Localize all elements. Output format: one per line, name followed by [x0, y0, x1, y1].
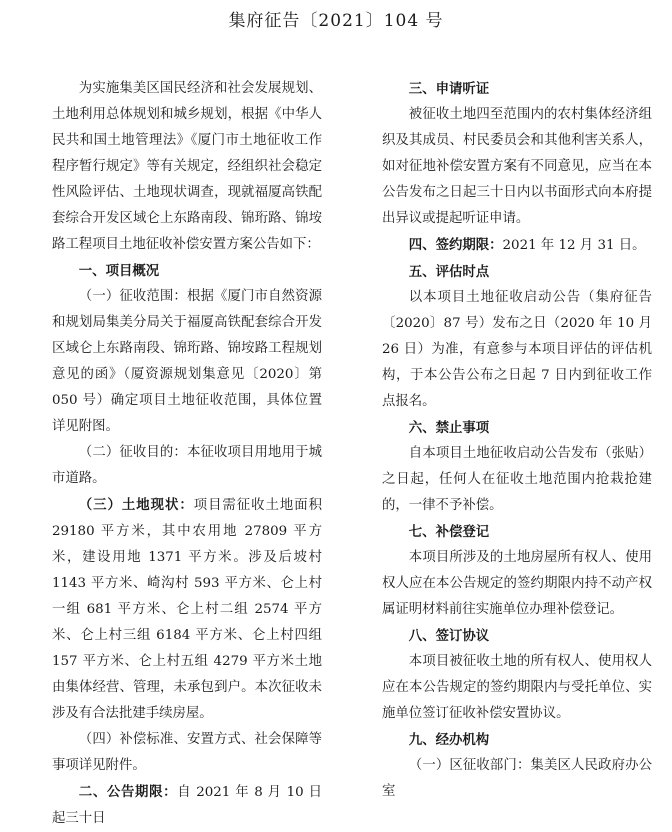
prohibition-paragraph: 自本项目土地征收启动公告发布（张贴）之日起，任何人在征收土地范围内抢栽抢建的，一律不予补偿。: [382, 446, 652, 513]
document-number: 集府征告〔2021〕104 号: [228, 11, 444, 31]
land-status-text: 项目需征收土地面积 29180 平方米，其中农用地 27809 平方米，建设用地 1371 平方米。涉及后坡村 1143 平方米、崎沟村 593 平方米、仑上村一组 681 平方米、仑上村二组 2574 平方米、仑上村三组 6184 平方米、仑上村四组 157 平方米、仑上村五组 4279 平方米土地由集体经营、管理，未承包到户。本次征收未涉及有合法批建手续房屋。: [52, 498, 322, 721]
notice-period-paragraph: [52, 779, 322, 832]
signing-deadline-paragraph: [382, 232, 652, 259]
signing-deadline-label: 四、签约期限：: [408, 237, 503, 253]
intro-paragraph: 为实施集美区国民经济和社会发展规划、土地利用总体规划和城乡规划，根据《中华人民共和国土地管理法》《厦门市土地征收工作程序暂行规定》等有关规定，经组织社会稳定性风险评估、土地现状调查，现就福厦高铁配套综合开发区域仑上东路南段、锦珩路、锦垵路工程项目土地征收补偿安置方案公告如下：: [52, 81, 322, 252]
agency-paragraph: （一）区征收部门：集美区人民政府办公室: [382, 758, 652, 799]
section-3-title: 三、申请听证: [408, 81, 490, 97]
scope-paragraph: （一）征收范围：根据《厦门市自然资源和规划局集美分局关于福厦高铁配套综合开发区域仑上东路南段、锦珩路、锦垵路工程规划意见的函》（厦资源规划集意见〔2020〕第 050 号）确定项目土地征收范围，具体位置详见附图。: [52, 289, 322, 434]
left-column: [52, 76, 322, 832]
section-5-title: 五、评估时点: [408, 264, 490, 280]
hearing-paragraph: 被征收土地四至范围内的农村集体经济组织及其成员、村民委员会和其他利害关系人，如对征地补偿安置方案有不同意见，应当在本公告发布之日起三十日内以书面形式向本府提出异议或提起听证申请。: [382, 107, 652, 226]
registration-paragraph: 本项目所涉及的土地房屋所有权人、使用权人应在本公告规定的签约期限内持不动产权属证明材料前往实施单位办理补偿登记。: [382, 550, 652, 617]
compensation-paragraph: （四）补偿标准、安置方式、社会保障等事项详见附件。: [52, 732, 322, 773]
signing-deadline-text: 2021 年 12 月 31 日。: [502, 238, 646, 253]
purpose-paragraph: （二）征收目的：本征收项目用地用于城市道路。: [52, 445, 322, 486]
section-7-title: 七、补偿登记: [408, 524, 490, 540]
section-6-title: 六、禁止事项: [408, 420, 490, 436]
section-9-title: 九、经办机构: [408, 732, 490, 748]
agreement-paragraph: 本项目被征收土地的所有权人、使用权人应在本公告规定的签约期限内与受托单位、实施单位签订征收补偿安置协议。: [382, 654, 652, 721]
notice-period-label: 二、公告期限：: [78, 784, 178, 800]
valuation-paragraph: 以本项目土地征收启动公告（集府征告〔2020〕87 号）发布之日（2020 年 10 月 26 日）为准，有意参与本项目评估的评估机构，于本公告公布之日起 7 日内到征收工作点报名。: [382, 290, 652, 409]
land-status-label: （三）土地现状：: [78, 497, 194, 513]
section-1-title: 一、项目概况: [78, 263, 160, 279]
right-column: [382, 76, 652, 805]
section-8-title: 八、签订协议: [408, 628, 490, 644]
notice-period-text: 自 2021 年 8 月 10 日起三十日: [52, 785, 323, 826]
